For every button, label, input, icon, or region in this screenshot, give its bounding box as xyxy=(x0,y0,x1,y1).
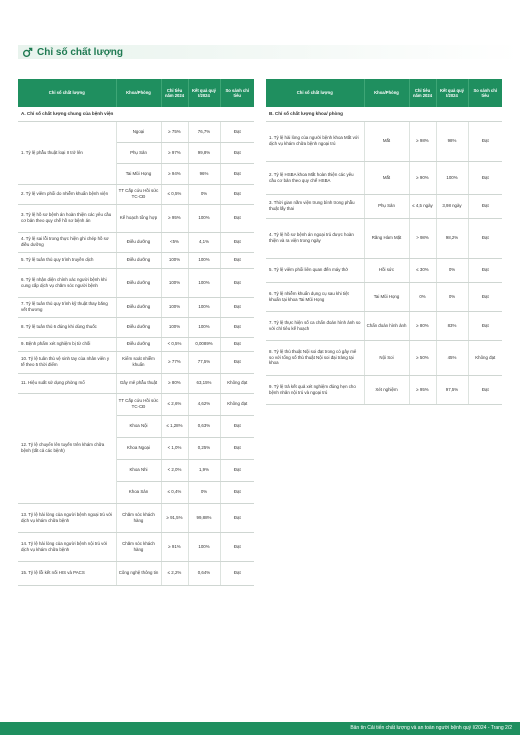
compare-cell: Đạt xyxy=(220,232,254,252)
target-cell: ≥ 95% xyxy=(161,204,188,232)
target-cell: ≥ 91,5% xyxy=(161,503,188,532)
result-cell: 3,98 ngày xyxy=(436,194,468,218)
dept-cell: Tai Mũi Họng xyxy=(116,163,161,184)
table-row xyxy=(18,393,254,415)
table-row xyxy=(266,340,502,375)
compare-cell: Đạt xyxy=(220,252,254,268)
compare-cell: Đạt xyxy=(220,415,254,437)
header-target: Chỉ tiêu năm 2024 xyxy=(409,79,436,107)
gender-symbol-icon xyxy=(22,47,33,58)
compare-cell: Đạt xyxy=(220,561,254,585)
result-cell: 100% xyxy=(188,268,220,297)
criteria-cell: 3. Thời gian nằm viện trung bình trong phẫu thuật lấy thai xyxy=(266,194,364,218)
target-cell: < 2,0% xyxy=(161,459,188,481)
compare-cell: Không đạt xyxy=(220,373,254,393)
criteria-cell: 14. Tỷ lệ hài lòng của người bệnh nội trú với dịch vụ khám chữa bệnh xyxy=(18,532,116,561)
result-cell: 0% xyxy=(188,481,220,503)
result-cell: 76,7% xyxy=(188,121,220,142)
table-row xyxy=(18,184,254,204)
table-row xyxy=(18,503,254,532)
target-cell: ≥ 94% xyxy=(161,163,188,184)
table-row xyxy=(18,121,254,142)
header-result: Kết quả quý I/2024 xyxy=(436,79,468,107)
criteria-cell: 5. Tỷ lệ tuân thủ quy trình truyền dịch xyxy=(18,252,116,268)
dept-cell: Mắt xyxy=(364,161,409,194)
target-cell: ≤ 1,28% xyxy=(161,415,188,437)
target-cell: 100% xyxy=(161,268,188,297)
dept-cell: Điều dưỡng xyxy=(116,337,161,351)
compare-cell: Đạt xyxy=(220,163,254,184)
target-cell: 100% xyxy=(161,297,188,317)
dept-cell: Khoa Nội xyxy=(116,415,161,437)
table-row xyxy=(266,311,502,340)
result-cell: 83% xyxy=(436,311,468,340)
result-cell: 4,62% xyxy=(188,393,220,415)
page-title-text: Chỉ số chất lượng xyxy=(37,46,124,58)
table-row xyxy=(266,258,502,282)
target-cell: > 98% xyxy=(409,218,436,258)
target-cell: ≤ 2,2% xyxy=(161,561,188,585)
dept-cell: Phụ Sản xyxy=(364,194,409,218)
dept-cell: Chẩn đoán hình ảnh xyxy=(364,311,409,340)
compare-cell: Đạt xyxy=(468,282,502,311)
criteria-cell: 6. Tỷ lệ nhiễm khuẩn dụng cụ sau khi tiệt khuẩn tại khoa Tai Mũi Họng xyxy=(266,282,364,311)
dept-cell: TT Cấp cứu Hồi sức TC-CĐ xyxy=(116,393,161,415)
table-row xyxy=(18,532,254,561)
criteria-cell: 6. Tỷ lệ nhận diện chính xác người bệnh khi cung cấp dịch vụ chăm sóc người bệnh xyxy=(18,268,116,297)
section-row xyxy=(266,107,502,121)
result-cell: 97,5% xyxy=(436,375,468,404)
target-cell: ≤ 0,4% xyxy=(161,481,188,503)
dept-cell: Chăm sóc khách hàng xyxy=(116,503,161,532)
dept-cell: Phụ Sản xyxy=(116,142,161,163)
right-header-row xyxy=(266,79,502,107)
criteria-cell: 3. Tỷ lệ hồ sơ bệnh án hoàn thiện các yêu cầu cơ bản theo quy chế hồ sơ bệnh án xyxy=(18,204,116,232)
compare-cell: Đạt xyxy=(220,204,254,232)
target-cell: ≥ 91% xyxy=(161,532,188,561)
compare-cell: Đạt xyxy=(220,503,254,532)
result-cell: 100% xyxy=(188,297,220,317)
criteria-cell: 9. Bệnh phẩm xét nghiệm bị từ chối xyxy=(18,337,116,351)
dept-cell: Xét nghiệm xyxy=(364,375,409,404)
result-cell: 63,15% xyxy=(188,373,220,393)
result-cell: 0% xyxy=(188,184,220,204)
criteria-cell: 1. Tỷ lệ hài lòng của người bệnh khoa Mắt với dịch vụ khám chữa bệnh ngoại trú xyxy=(266,121,364,161)
header-compare: So sánh chỉ tiêu xyxy=(468,79,502,107)
compare-cell: Đạt xyxy=(468,194,502,218)
header-result: Kết quả quý I/2024 xyxy=(188,79,220,107)
compare-cell: Không đạt xyxy=(468,340,502,375)
compare-cell: Đạt xyxy=(468,375,502,404)
header-dept: Khoa/Phòng xyxy=(364,79,409,107)
compare-cell: Đạt xyxy=(220,337,254,351)
dept-cell: Nội Soi xyxy=(364,340,409,375)
result-cell: 0% xyxy=(436,258,468,282)
section-row xyxy=(18,107,254,121)
result-cell: 98,2% xyxy=(436,218,468,258)
dept-cell: Điều dưỡng xyxy=(116,297,161,317)
table-row xyxy=(18,252,254,268)
criteria-cell: 5. Tỷ lệ viêm phổi liên quan đến máy thở xyxy=(266,258,364,282)
dept-cell: TT Cấp cứu Hồi sức TC-CĐ xyxy=(116,184,161,204)
compare-cell: Đạt xyxy=(220,297,254,317)
footer-text: Bản tin Cải tiến chất lượng và an toàn người bệnh quý I/2024 - Trang 2/2 xyxy=(350,725,512,731)
result-cell: 1,9% xyxy=(188,459,220,481)
table-row xyxy=(18,373,254,393)
compare-cell: Đạt xyxy=(468,258,502,282)
target-cell: ≥ 77% xyxy=(161,351,188,373)
page-title xyxy=(22,45,123,59)
compare-cell: Đạt xyxy=(220,121,254,142)
table-row xyxy=(266,282,502,311)
dept-cell: Gây mê phẫu thuật xyxy=(116,373,161,393)
criteria-cell: 4. Tỷ lệ hồ sơ bệnh án ngoại trú được hoàn thiện và ra viện trong ngày xyxy=(266,218,364,258)
compare-cell: Đạt xyxy=(220,437,254,459)
criteria-cell: 4. Tỷ lệ sai lỗi trong thực hiện ghi chép hồ sơ điều dưỡng xyxy=(18,232,116,252)
table-row xyxy=(266,161,502,194)
result-cell: 0% xyxy=(436,282,468,311)
criteria-cell: 10. Tỷ lệ tuân thủ vệ sinh tay của nhân viên y tế theo 5 thời điểm xyxy=(18,351,116,373)
table-row xyxy=(266,218,502,258)
result-cell: 45% xyxy=(436,340,468,375)
criteria-cell: 7. Tỷ lệ tuân thủ quy trình kỹ thuật thay băng vết thương xyxy=(18,297,116,317)
table-row xyxy=(266,121,502,161)
target-cell: ≥ 80% xyxy=(409,311,436,340)
dept-cell: Khoa Ngoại xyxy=(116,437,161,459)
left-header-row xyxy=(18,79,254,107)
table-row xyxy=(18,561,254,585)
target-cell: ≥ 75% xyxy=(161,121,188,142)
result-cell: 0,64% xyxy=(188,561,220,585)
dept-cell: Hồi sức xyxy=(364,258,409,282)
table-row xyxy=(18,297,254,317)
target-cell: ≤ 0,5% xyxy=(161,184,188,204)
dept-cell: Công nghệ thông tin xyxy=(116,561,161,585)
compare-cell: Đạt xyxy=(220,532,254,561)
header-criteria: Chỉ số chất lượng xyxy=(266,79,364,107)
target-cell: ≥ 95% xyxy=(409,375,436,404)
table-row xyxy=(18,204,254,232)
criteria-cell: 2. Tỷ lệ HSBA khoa Mắt hoàn thiện các yêu cầu cơ bản theo quy chế HSBA xyxy=(266,161,364,194)
dept-cell: Điều dưỡng xyxy=(116,317,161,337)
result-cell: 99,8% xyxy=(188,142,220,163)
table-row xyxy=(18,317,254,337)
result-cell: 0,25% xyxy=(188,437,220,459)
table-row xyxy=(266,194,502,218)
criteria-cell: 15. Tỷ lệ lỗi kết nối HIS và PACS xyxy=(18,561,116,585)
target-cell: ≤ 30% xyxy=(409,258,436,282)
compare-cell: Đạt xyxy=(220,481,254,503)
target-cell: <5% xyxy=(161,232,188,252)
header-target: Chỉ tiêu năm 2024 xyxy=(161,79,188,107)
section-title: B. Chỉ số chất lượng khoa/ phòng xyxy=(266,107,502,121)
result-cell: 100% xyxy=(188,532,220,561)
result-cell: 100% xyxy=(188,317,220,337)
target-cell: ≤ 4,5 ngày xyxy=(409,194,436,218)
header-dept: Khoa/Phòng xyxy=(116,79,161,107)
target-cell: ≥ 97% xyxy=(161,142,188,163)
criteria-cell: 8. Tỷ lệ tuân thủ 6 đúng khi dùng thuốc xyxy=(18,317,116,337)
compare-cell: Đạt xyxy=(468,311,502,340)
criteria-cell: 12. Tỷ lệ chuyển lên tuyến trên khám chữa bệnh (tất cả các bệnh) xyxy=(18,393,116,503)
compare-cell: Đạt xyxy=(220,184,254,204)
right-quality-table xyxy=(266,79,502,405)
result-cell: 0,63% xyxy=(188,415,220,437)
table-row xyxy=(18,351,254,373)
result-cell: 99,88% xyxy=(188,503,220,532)
dept-cell: Điều dưỡng xyxy=(116,252,161,268)
dept-cell: Ngoại xyxy=(116,121,161,142)
dept-cell: Tai Mũi Họng xyxy=(364,282,409,311)
compare-cell: Đạt xyxy=(468,161,502,194)
criteria-cell: 11. Hiệu suất sử dụng phòng mổ xyxy=(18,373,116,393)
criteria-cell: 7. Tỷ lệ thực hiện số ca chẩn đoán hình ảnh so với chỉ tiêu kế hoạch xyxy=(266,311,364,340)
result-cell: 4,1% xyxy=(188,232,220,252)
dept-cell: Kế hoạch tổng hợp xyxy=(116,204,161,232)
table-row xyxy=(18,268,254,297)
dept-cell: Khoa Nhi xyxy=(116,459,161,481)
dept-cell: Răng Hàm Mặt xyxy=(364,218,409,258)
compare-cell: Không đạt xyxy=(220,393,254,415)
target-cell: ≥ 98% xyxy=(409,121,436,161)
result-cell: 96% xyxy=(188,163,220,184)
compare-cell: Đạt xyxy=(468,218,502,258)
target-cell: < 0,5% xyxy=(161,337,188,351)
compare-cell: Đạt xyxy=(468,121,502,161)
table-row xyxy=(266,375,502,404)
footer-bar xyxy=(0,722,520,735)
dept-cell: Mắt xyxy=(364,121,409,161)
result-cell: 77,5% xyxy=(188,351,220,373)
compare-cell: Đạt xyxy=(220,268,254,297)
header-compare: So sánh chỉ tiêu xyxy=(220,79,254,107)
result-cell: 98% xyxy=(436,121,468,161)
target-cell: ≥ 80% xyxy=(161,373,188,393)
table-row xyxy=(18,232,254,252)
criteria-cell: 8. Tỷ lệ thủ thuật Nội soi đạt trong có gây mê so với tổng số thủ thuật Nội soi đại tràng tại khoa xyxy=(266,340,364,375)
dept-cell: Khoa Sản xyxy=(116,481,161,503)
target-cell: 100% xyxy=(161,317,188,337)
result-cell: 100% xyxy=(436,161,468,194)
compare-cell: Đạt xyxy=(220,459,254,481)
left-quality-table xyxy=(18,79,254,586)
target-cell: ≥ 50% xyxy=(409,340,436,375)
section-title: A. Chỉ số chất lượng chung của bệnh viện xyxy=(18,107,254,121)
target-cell: < 1,0% xyxy=(161,437,188,459)
target-cell: 100% xyxy=(161,252,188,268)
dept-cell: Điều dưỡng xyxy=(116,232,161,252)
result-cell: 0,0089% xyxy=(188,337,220,351)
compare-cell: Đạt xyxy=(220,142,254,163)
header-criteria: Chỉ số chất lượng xyxy=(18,79,116,107)
criteria-cell: 13. Tỷ lệ hài lòng của người bệnh ngoại trú với dịch vụ khám chữa bệnh xyxy=(18,503,116,532)
criteria-cell: 2. Tỷ lệ viêm phổi do nhiễm khuẩn bệnh viện xyxy=(18,184,116,204)
compare-cell: Đạt xyxy=(220,317,254,337)
target-cell: ≤ 2,6% xyxy=(161,393,188,415)
target-cell: 0% xyxy=(409,282,436,311)
compare-cell: Đạt xyxy=(220,351,254,373)
target-cell: ≥ 90% xyxy=(409,161,436,194)
dept-cell: Chăm sóc khách hàng xyxy=(116,532,161,561)
result-cell: 100% xyxy=(188,204,220,232)
criteria-cell: 1. Tỷ lệ phẫu thuật loại II trở lên xyxy=(18,121,116,184)
criteria-cell: 9. Tỷ lệ trả kết quả xét nghiệm đúng hẹn cho bệnh nhân nội trú và ngoại trú xyxy=(266,375,364,404)
table-row xyxy=(18,337,254,351)
result-cell: 100% xyxy=(188,252,220,268)
dept-cell: Kiểm soát nhiễm khuẩn xyxy=(116,351,161,373)
dept-cell: Điều dưỡng xyxy=(116,268,161,297)
